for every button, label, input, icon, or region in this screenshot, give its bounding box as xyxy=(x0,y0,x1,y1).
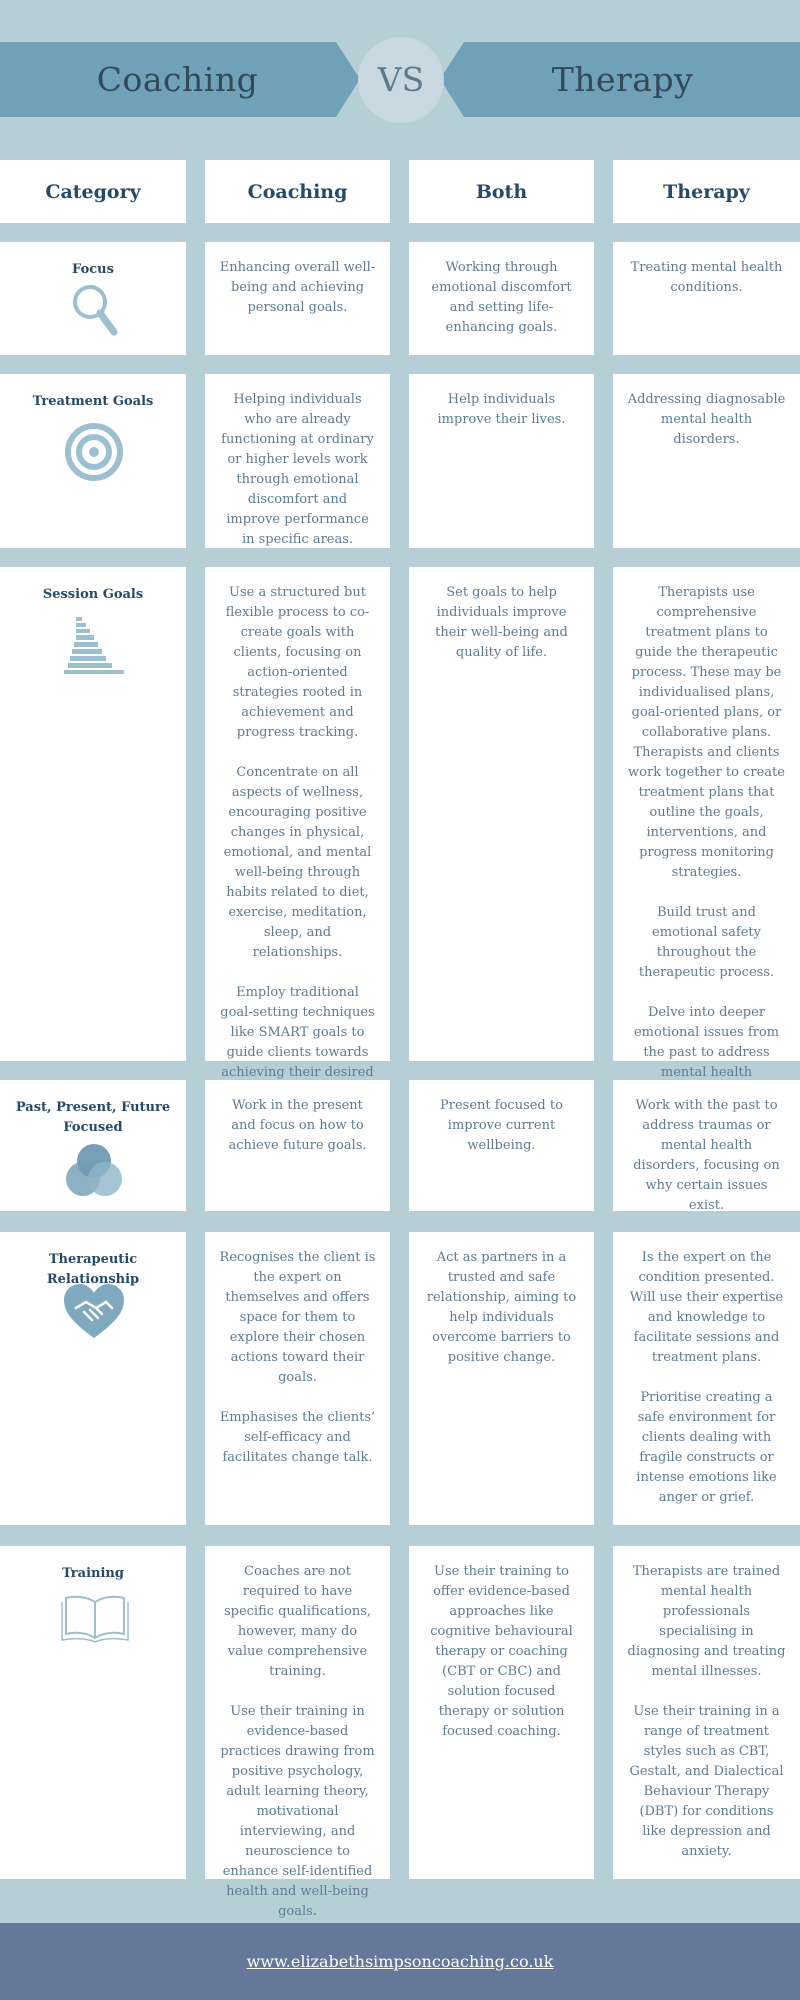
coaching-cell-focus xyxy=(205,242,390,355)
therapy-text: Use their training in a range of treatment styles such as CBT, Gestalt, and Dialectical Behaviour Therapy (DBT) for conditions like depression and anxiety. xyxy=(629,1704,784,1859)
both-cell-time-focus xyxy=(409,1080,594,1211)
category-cell-focus xyxy=(0,242,186,355)
coaching-text: Coaches are not required to have specific qualifications, however, many do value comprehensive training. xyxy=(223,1564,372,1679)
therapy-text: Addressing diagnosable mental health disorders. xyxy=(627,392,786,447)
therapy-text: Therapists use comprehensive treatment plans to guide the therapeutic process. These may be individualised plans, goal-oriented plans, or collaborative plans. Therapists and clients work together to create treatment plans that outline the goals, interventions, and progress monitoring strategies. xyxy=(628,585,785,880)
therapy-text: Work with the past to address traumas or mental health disorders, focusing on why certain issues exist. xyxy=(633,1098,780,1213)
both-text: Use their training to offer evidence-based approaches like cognitive behavioural therapy or coaching (CBT or CBC) and solution focused therapy or solution focused coaching. xyxy=(430,1564,573,1739)
therapy-text: Build trust and emotional safety throughout the therapeutic process. xyxy=(638,905,775,980)
coaching-cell-time-focus xyxy=(205,1080,390,1211)
header-coaching: Coaching xyxy=(205,160,390,223)
category-cell-treatment-goals xyxy=(0,374,186,548)
category-label: Session Goals xyxy=(42,587,144,602)
coaching-cell-treatment-goals xyxy=(205,374,390,548)
both-text: Present focused to improve current wellbeing. xyxy=(440,1098,563,1153)
coaching-cell-training xyxy=(205,1546,390,1919)
category-cell-session-goals xyxy=(0,567,186,1061)
therapy-text: Treating mental health conditions. xyxy=(630,260,783,295)
both-text: Act as partners in a trusted and safe relationship, aiming to help individuals overcome barriers to positive change. xyxy=(426,1250,577,1365)
both-cell-session-goals xyxy=(409,567,594,1061)
both-text: Set goals to help individuals improve their well-being and quality of life. xyxy=(435,585,568,660)
therapy-cell-relationship xyxy=(613,1232,800,1525)
coaching-text: Recognises the client is the expert on themselves and offers space for them to explore their chosen actions toward their goals. xyxy=(219,1250,376,1385)
coaching-text: Helping individuals who are already functioning at ordinary or higher levels work through emotional discomfort and improve performance in specific areas. xyxy=(221,392,374,547)
both-text: Help individuals improve their lives. xyxy=(437,392,566,427)
therapy-cell-training xyxy=(613,1546,800,1879)
category-label: Therapeutic Relationship xyxy=(46,1252,140,1287)
therapy-text: Delve into deeper emotional issues from the past to address mental health xyxy=(633,1005,780,1080)
coaching-text: Enhancing overall well-being and achieving personal goals. xyxy=(219,260,376,315)
category-label: Past, Present, Future Focused xyxy=(15,1100,171,1135)
coaching-text: Emphasises the clients’ self-efficacy and facilitates change talk. xyxy=(219,1410,376,1465)
stairs-icon xyxy=(62,615,128,675)
category-label: Treatment Goals xyxy=(32,394,154,409)
both-cell-relationship xyxy=(409,1232,594,1525)
coaching-text: Use a structured but flexible process to co-create goals with clients, focusing on action-oriented strategies rooted in achievement and progress tracking. xyxy=(225,585,370,740)
coaching-text: Work in the present and focus on how to achieve future goals. xyxy=(228,1098,367,1153)
magnifier-icon xyxy=(70,282,120,338)
header-both: Both xyxy=(409,160,594,223)
category-cell-time-focus xyxy=(0,1080,186,1211)
category-cell-training xyxy=(0,1546,186,1879)
both-text: Working through emotional discomfort and setting life-enhancing goals. xyxy=(431,260,572,335)
header-category: Category xyxy=(0,160,186,223)
coaching-title: Coaching xyxy=(96,60,259,99)
coaching-text: Use their training in evidence-based practices drawing from positive psychology, adult learning theory, motivational interviewing, and neuroscience to enhance self-identified health and well-being goals. xyxy=(220,1704,375,1919)
therapy-text: Is the expert on the condition presented. Will use their expertise and knowledge to facilitate sessions and treatment plans. xyxy=(629,1250,784,1365)
open-book-icon xyxy=(60,1594,130,1644)
coaching-cell-relationship xyxy=(205,1232,390,1525)
therapy-text: Therapists are trained mental health professionals specialising in diagnosing and treating mental illnesses. xyxy=(627,1564,786,1679)
both-cell-focus xyxy=(409,242,594,355)
coaching-cell-session-goals xyxy=(205,567,390,1080)
category-cell-relationship xyxy=(0,1232,186,1525)
therapy-cell-session-goals xyxy=(613,567,800,1080)
category-label: Training xyxy=(62,1566,124,1581)
coaching-text: Concentrate on all aspects of wellness, encouraging positive changes in physical, emotional, and mental well-being through habits related to diet, exercise, meditation, sleep, and relationships. xyxy=(223,765,372,960)
vs-badge: VS xyxy=(358,37,444,123)
header-therapy: Therapy xyxy=(613,160,800,223)
website-link[interactable]: www.elizabethsimpsoncoaching.co.uk xyxy=(246,1952,554,1971)
both-cell-treatment-goals xyxy=(409,374,594,548)
target-icon xyxy=(64,422,124,482)
category-label: Focus xyxy=(72,262,114,277)
venn-circles-icon xyxy=(64,1142,124,1198)
therapy-text: Prioritise creating a safe environment for clients dealing with fragile constructs or intense emotions like anger or grief. xyxy=(636,1390,777,1505)
both-cell-training xyxy=(409,1546,594,1879)
coaching-text: Employ traditional goal-setting techniques like SMART goals to guide clients towards achieving their desired xyxy=(220,985,375,1080)
therapy-cell-treatment-goals xyxy=(613,374,800,548)
therapy-title: Therapy xyxy=(551,60,694,99)
therapy-cell-focus xyxy=(613,242,800,355)
therapy-cell-time-focus xyxy=(613,1080,800,1211)
footer-bar xyxy=(0,1923,800,2000)
heart-handshake-icon xyxy=(62,1282,126,1340)
